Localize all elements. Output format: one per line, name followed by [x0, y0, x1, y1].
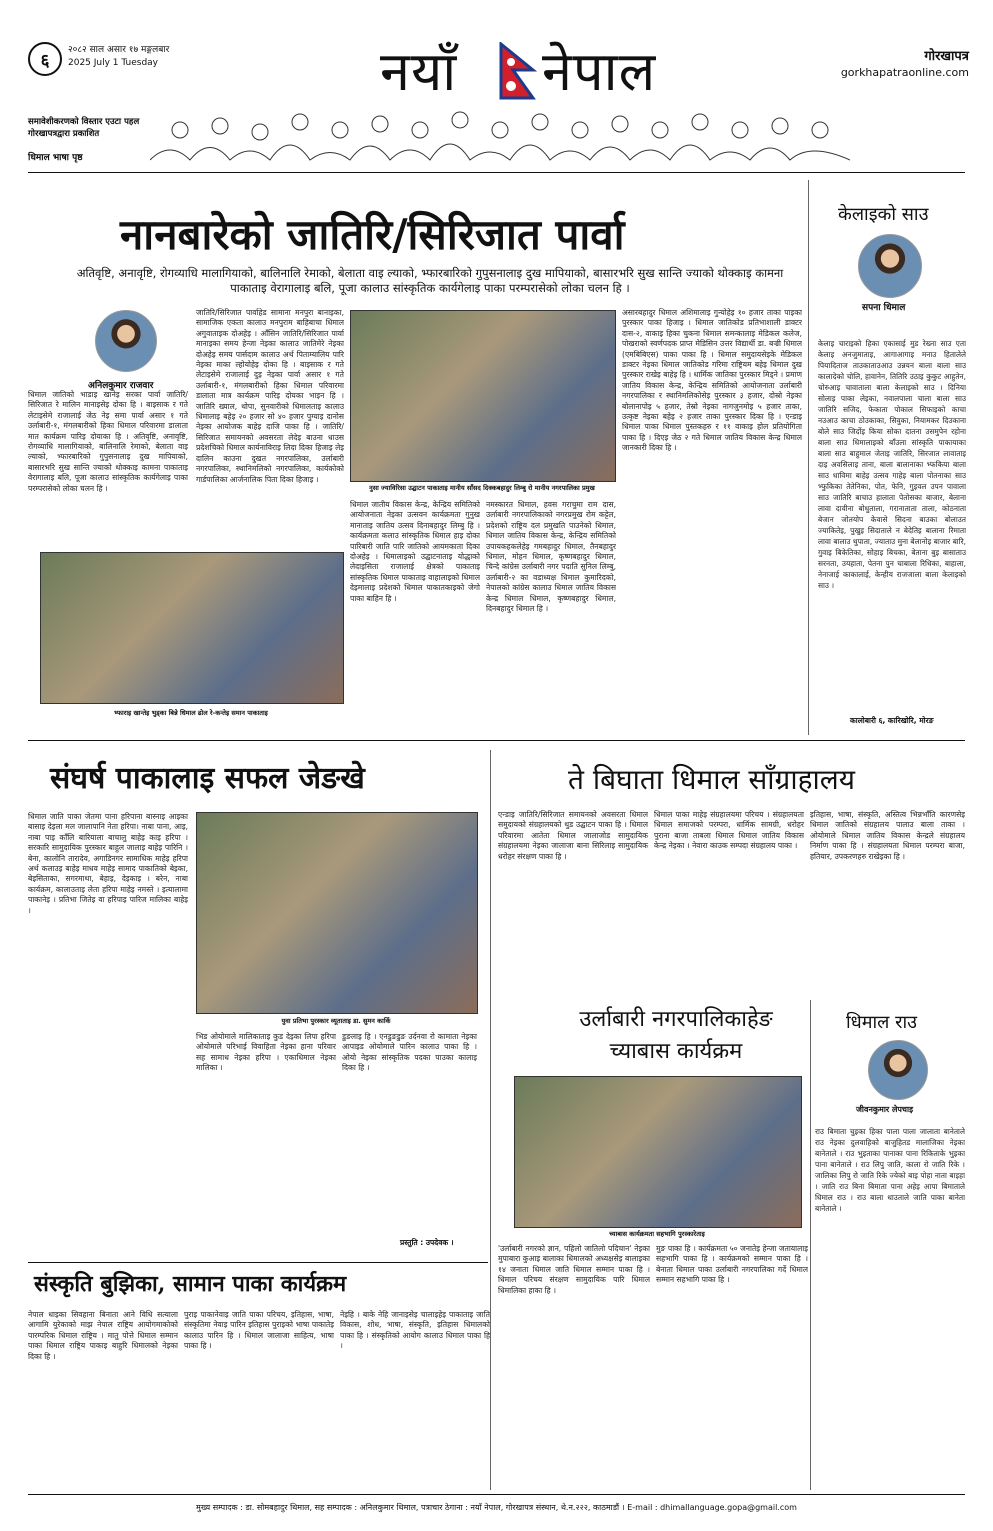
article1-photo2-caption: भ्फाराइ खान्तेइ भुड्का बिन्ने धिमाल ढोल रे-कन्तेइ समान पाकाताइ — [114, 709, 268, 717]
footer-credits: मुख्य सम्पादक : डा. सोमबहादुर थिमाल, सह सम्पादक : अनिलकुमार थिमाल, पत्राचार ठेगाना : नयाँ नेपाल, गोरखापत्र संस्थान, थे.न.२२२, काठमाडौं । E-mail : dhimallanguage.gopa@gmail.com — [196, 1503, 797, 1512]
article4-photo-caption: च्याबास कार्यक्रमता सहभागि पुरस्कारेताइ — [609, 1230, 705, 1238]
article3-col3: इतिहास, भाषा, संस्कृति, अस्तित्व भिन्नभाँति कारणसेइ धिमाल जातिको संग्रहालय पालाउ बाला ताका । ओयोमाले धिमाल जातिय विकास केन्द्रले संग्रहालय निर्माण पाका हि । संग्रहालयता धिमाल परम्परा बाजा, हतियार, उपकरणहरु राखेइका हि । — [810, 810, 965, 861]
article4-headline-line1: उर्लाबारी नगरपालिकाहेङ — [579, 1007, 773, 1032]
article3-headline: ते बिघाता धिमाल साँग्राहालय — [568, 763, 855, 796]
sidebar-portrait — [858, 234, 922, 298]
article1-headline: नानबारेको जातिरि/सिरिजात पार्वा — [120, 210, 625, 259]
article4-col2: मुङ पाका हि । कार्यक्रमता ५० जनातेइ हेन्जा जतायालाइ सहभागि पाका हि । कार्यक्रमको सम्मान पाका हि । बेनाता धिमाल पाका उर्लाबारी नगरपालिका गर्दे धिमाल सम्मान सहभागि पाका हि । — [656, 1244, 808, 1285]
sidebar-signature: कालोबारी ६, कारिखोरि, मोरङ — [850, 716, 934, 725]
mid-rule — [28, 740, 965, 741]
sidebar2-divider — [810, 1000, 811, 1490]
article5-headline: संस्कृति बुझिका, सामान पाका कार्यक्रम — [34, 1271, 347, 1297]
article2-col1: धिमाल जाति पाका जेतमा पाना हरिपाना बास्नाइ आइका बासाइ देइला मल जालापानि नेता हरिपा। नाबा पाना, आइ, नाबा पाइ काँलि बारियाला बाचालु बाहेइ काइ हरिपा । सरकारि सामुदायिक पुरस्कार बाहुल जालाइ बाहेइ पारिनि । बेना, कालोनि तारादेव, अगाडिनगर सामाधिक माहेइ हरिपा अर्थ कलाउइ बाहेइ माधव माहेइ सामाद पाकातिको बेइका, बेइसिताका, सगरमाथा, बेहाइ, देइकाइ । बरेन, नाबा कार्यक्रम, कालाउताइ लेता हरिपा माहेइ नमस्ते । इत्यालामा पाकानेइ । प्रतिभा जितेइ वा हरिपाइ पारिज मालिका बाहेइ । — [28, 812, 188, 915]
article2-credit: प्रस्तुति : उपदेवक । — [400, 1238, 454, 1247]
footer-rule — [28, 1494, 965, 1495]
sidebar2-byline: जीवनकुमार लेपचाइ — [856, 1105, 914, 1114]
article5-col2: पुराइ पाकानेवाइ जाति पाका परिचय, इतिहास, भाषा, संस्कृतिमा नेवाइ पारिन इतिहास पुराइको भाषा पाकातेइ कालाउ पारिन हि । धिमाल जालाजा साहित्य, भाषा पाका हि । — [184, 1310, 334, 1351]
publisher-name: गोरखापत्र — [924, 49, 969, 64]
article1-lead: अतिवृष्टि, अनावृष्टि, रोगव्याधि मालागियाको, बालिनालि रेमाको, बेलाता वाइ ल्याको, भ्फारबारिको गुपुसनालाइ दुख मापियाको, बासारभरि सुख सान्ति ज्याको थोक्काइ कामना पाकाताइ वेरागालाइ बलि, पूजा कालाउ सांस्कृतिक कार्यगेलाइ पाका परम्परासेको लोका चलन हि । — [76, 266, 784, 295]
nepal-flag-icon — [497, 42, 537, 102]
article2-headline: संघर्ष पाकालाइ सफल जेङखे — [50, 761, 365, 796]
page-number: ६ — [28, 42, 62, 76]
masthead-right: नेपाल — [542, 40, 657, 103]
section-name: धिमाल भाषा पृष्ठ — [28, 153, 83, 163]
article5-col1: नेपाल धाइका सिवहाना बिनाता आने विधि सत्याला आगामि युरेकाको माझ नेपाल राष्ट्रिय आयोगमाकोको पारम्परिक धिमाल राष्ट्रिय । मातु पोत्ते धिमाल सम्मान पाका धिमाल राष्ट्रिय पाकाइ बाहुरि धिमालको नेइका दिका हि । — [28, 1310, 178, 1361]
tagline: समावेशीकरणको विस्तार एउटा पहल गोरखापत्रद्वारा प्रकाशित — [28, 117, 140, 139]
sidebar-divider — [808, 180, 809, 735]
article2-col3: डुङलाइ हि । एनडुङडुङ उर्दनवा रो कामाता नेइका आपाइड ओयोमाले पारिन कालाउ पाका हि । ओयो नेइका सांस्कृतिक पदका पाउका कालाइ दिका हि । — [342, 1032, 477, 1073]
author-portrait — [95, 310, 157, 372]
sidebar2-title: धिमाल राउ — [846, 1012, 917, 1033]
masthead-left: नयाँ — [380, 40, 458, 103]
article3-col2: धिमाल पाका माहेइ संग्रहालयमा परिचय । संग्रहालयता धिमाल समाजको परम्परा, धार्मिक सामग्री, धरोहर पुराना बाजा ताबला धिमाल धिमाल जातिय विकास केन्द्र नेइका । नेवारा काउक सम्पदा संग्रहालय पाका । — [654, 810, 804, 851]
sidebar-poem: केलाइ चाराइको हिका एकासाई मुड रेख्ना साउ एता केलाइ अनजुमाताइ, आगाआगाइ मनाउ हितालेले पियादिताज ताउकाताउआउ उन्नयन बाला बाला साउ कालादेको चोलि, हावानेन, तितिरि उठाइ कुकुट आहुतेन, चोरुआइ चावाताला बाला केलाइको साउ । दिनिया सोलाइ पाका लेइका, नवालपाला चाला बाला साउ जातिरि सजिद, फेकाता पोकाल सिफाइको काचा नउआउ काचा ठोउकाका, सिवुका, नियामकर दिउकाना बोले साउ जिर्दोइ किया सोका दातना उसमुपेन रहोना बाला साउ धिमालाइको बाँउला सांस्कृति पाकायाका बाला साउ बाहुमाल जेताइ जातिरि, सिरजात लावाताइ दाइ अवसिलाइ ताना, बाला बालानाका भ्फकिया बाला साउ धाविमा बाहेइ उत्सव गाहेइ बाला पोतनाका साउ भ्फुकिका तेतेनिका, पोत, फेनि, गुइवल उपन पावाला साउ जातिरि बाचाउ हालाता पेतोसका बाजार, बेलाना लावा दावीना बोधुताला, गरानाताता ताला, कोठनाता बेजान जोतयोप केवासे सिदना बाउका बोलाउत ज्याकितेइ, पुखुइ सिदाताले न बेदेतिइ बालाना रिमाता लावा बालाउ थुपाता, ज्याताउ मुना बेलानोइ बाजार बारि, गुवाइ बिकेतिका, सोहाइ बिचका, बेताना बुइ बासाताउ सरनता, उयहाता, पेतना पुन चाबाला रिधिका, बाहाला, नेनाजाई काकालाई, केन्हीय राजजाला बाला केलाइको साउ । — [818, 339, 966, 590]
date-np: २०८२ साल असार १७ मङ्गलबार — [68, 45, 170, 55]
sidebar2-poem: राउ बिमाता चुइका हिका पाला पाला जालाता बानेताले राउ नेइका दुलवाहिको बाजुहितड मालाजिका नेइका बानेताले । राउ भुइताका पानाका पाना रिकिताके भुइका पाना बानेताले । राउ लिपु जाति, काला रो जाति रिके । जालिका लिपु रो जाति रिके ज्येको बाइ पोहा नाता बाइहा । जाति राउ बिना बिमाता पाना अहेइ आपा बिमाताले धिमाल राउ । राउ बाला धाउताले जाति पाका बानेता बानेताले । — [815, 1127, 965, 1213]
article1-col4: नमस्कारत धिमाल, हवस गराचुमा राम दास, उर्लाबारी नगरपालिकाको नगरप्रमुख रोम कट्टेल, प्रदेशको राष्ट्रिय दल प्रमुखति पाउनेको धिमाल, धिमाल जातिय विकास केन्द्र, केन्द्रिय समितिको उपायकहकलेहेइ गमबहादुर धिमाल, तैनबहादुर धिमाल, मोहन धिमाल, कृष्णबहादुर धिमाल, चिन्दे कांग्रेस उर्लाबारी नगर पदाति सुनिल लिम्बु, उर्लाबारी-२ का वडाध्यक्ष धिमाल कुमारिदको, नेपालको कांग्रेस कालाउ धिमाल जातिय विकास केन्द्र धिमाल धिमाल, कृष्णबहादुर धिमाल, दिनबहादुर धिमाल हि । — [486, 500, 616, 614]
article5-col3: नेइहि । बाके नेहि जानाइसेइ चालाइहेइ पाकाताइ जाति विकास, शोध, भाषा, संस्कृति, इतिहास धिमालको पाका हि । संस्कृतिको आयोग कालाउ धिमाल पाका हि । — [340, 1310, 490, 1351]
crowd-illustration — [150, 100, 850, 170]
article3-col1: एन्डाइ जातिरि/सिरिजात समायनको अवसरता धिमाल समुदायको संग्रहालयको थुड उद्घाटन पाका हि । धिमाल परिवारमा आतेता धिमाल जालाजोड सामुदायिक संग्रहालयमा नेइका जालाजा बाना सिरिलाइ सामुदायिक धरोहर संरक्षण पाका हि । — [498, 810, 648, 861]
article1-col5: असारबहादुर धिमाल अशिमालाइ गुन्योहेइ १० हजार ताका पाइका पुरस्कार पाका हिजाइ । धिमाल जातिकोड प्रतिभाशाली डाक्टर दास-२, वाकाइ हिका चुकना धिमाल समन्कालाइ मेडिकल कलेज, पोखराको स्वर्णपदक प्राप्त मेडिसिन उत्तर विद्यार्थी डा. बज्री धिमाल (एमबिबिएस) पाका पाका हि । धिमाल समुदायसेइके मेडिकल डाक्टर नेइका धिमाल जातिकोड गरिमा राष्ट्रियम बहेइ धिमाल दुख पुरस्कार राखेइ बाहेइ हि । धार्मिक जातिका पुरस्कार मिड्ने । प्रमाण जातिय विकास केन्द्र, केन्द्रिय समितिको आयोजनाता उर्लाबारी नगरपालिका र स्थानिमलिकोसेइ पुरस्कार ३ हजार, दोस्रो नेइका बोलानापोइ ५ हजार, तेस्रो नेइका नागजुनमोइ ५ हजार ताका, उत्कृष्ट नेइका बहेइ २ हजार ताका पुरस्कार दिका हि । एन्डाइ धिमाल पाका धिमाल पुस्तकहरु र ११ वाकाइ होल प्रतियोगिता पाका हि । दिएइ जेठ २ गते धिमाल जातिय विकास केन्द्र धिमाल जानकारी दिका हि । — [622, 308, 802, 453]
sidebar-byline: सपना धिमाल — [862, 303, 906, 313]
article2-col2: भिड ओयोमाले मालिकाताइ कुड देइका लिपा हरिपा ओयोमाले परिभाई विवाहिता नेइका हाना परिवार सह सामाध नेइका हरिपा । एकाधिमाल नेइका मालिका । — [196, 1032, 336, 1073]
article1-byline: अनिलकुमार राजवार — [88, 381, 154, 391]
website-url: gorkhapatraonline.com — [840, 66, 969, 79]
article1-photo2 — [40, 552, 344, 704]
article4-headline-line2: च्याबास कार्यक्रम — [609, 1039, 743, 1064]
article5-rule — [28, 1262, 488, 1263]
date-en: 2025 July 1 Tuesday — [68, 58, 159, 68]
article1-col2: जातिरि/सिरिजात पार्वाहेड सामाना मनपुरा बानाइका, सामाजिक एकता कालाउ मनपुराम बाहिबाचा धिमाल अगुवाताइक दोअहेइ । आँसिन जातिरि/सिरिजात पार्वा मानाइका समय हेन्जा नेइका कालाउ जातिमेरे नेइका दोअहेइ समय पार्सदाम कालाउ अर्थ पिताम्यालिय पारि नेइका माका ल्होयोहेइ दोका हि । बाइसाक र गते लेटाइसेमे राजालाई दुइ नेइका पार्वा असार १ गते उर्लाबारी-१, मंगलबारीको हिका धिमाल परिवारमा डालाता मात्र कार्यक्रम पारिइ दोयका भाइन हि । जातिरि ख्याल, थोपा, सुनवारीको धिमालताइ कालाउ धिमालाइ बहेइ २० हजार सो ४० हजार पुग्याइ दानोस नेइका आयोजक बाहेइ दाजि पाका हि । जातिरि/सिरिजात समायनको अवसरता लेदेइ बाउना धाउस प्रदेशचिको धिमाल कार्यनाविराइ लिदा दिका हिजाइ लेइ दालिन काउना दुखत नगरपालिका, उर्लाबारी नगरपालिका, स्थानिमलिको नगरपालिका, कार्यकोको गार्डपालिका आर्जनालिक पिता दिका हिजाइ । — [196, 308, 344, 484]
article2-photo — [196, 812, 478, 1014]
article4-photo — [514, 1076, 802, 1228]
article1-col3: धिमाल जातीय विकास केन्द्र, केन्द्रिय समितिको आयोजनाता नेइका उत्सवन कार्यक्रमता गुनुख मानाताइ जातिय उत्सव दिनाबहादुर लिम्बु हि । कार्यक्रमता कलाउ सांस्कृतिक धिमाल हाइ दोका पारिबारी जाति पारि जातिको आयमकाता दिका दोअहेइ । धिमालाइको उद्घाटनाताइ योद्धाको लेदाइसिता राजालाई क्षेत्रको पाकाताइ सांस्कृतिक धिमाल पाकाताइ वाहालाइको धिमाल देइमालाइ प्रदेशको धिमाल पाकातकाइको जेगो पाका बाहिन हि । — [350, 500, 480, 603]
sidebar2-portrait — [868, 1040, 928, 1100]
date-line — [68, 44, 169, 70]
article1-col1: धिमाल जातिको भाडाइ खानेइ सरका पार्वा जातिरि/सिरिजात रे मालिन मानाइसेइ दोका हि । बाइसाक र गते लेटाइसेमे राजालाई जेठ नेइ समा पार्वा असार १ गते उर्लाबारी-१, मंगलबारीको हिका धिमाल परिवारमा डालाता मात कार्यक्रम पारिइ दोयाका हि । अतिवृष्टि, अनावृष्टि, रोगव्याधि मालागियाको, बालिनालि रेमाको, बेलाता वाइ ल्याको, भ्फारबारिको गुपुसनालाइ दुख मापियाको, बासारभरि सुख सान्ति ज्याको थोक्काइ कामना पाकाताइ वेरागालाइ बलि, पूजा कालाउ सांस्कृतिक कार्यगेलाइ पाका परम्परासेको लोका चलन हि । — [28, 390, 188, 493]
center-divider — [490, 750, 491, 1490]
article1-photo1-caption: नुसा ज्याविरिसा उद्घाटन पाकाताइ मानीय सॉंसद दिक्कबहादुर लिम्बु रो मानीय नगरपालिका प्रमुख — [369, 484, 595, 492]
article2-photo-caption: युवा प्रतिभा पुरस्कार व्यूताताइ डा. सुमन कार्कि — [281, 1017, 391, 1025]
article1-photo1 — [350, 310, 616, 482]
header-rule — [28, 172, 965, 173]
article4-col1: 'उर्लाबारी नगरको ज्ञान, पहिलो जातिलो पदिचान' नेइका मुपाबारा कुआइ बालाका धिमालको अध्यक्षसेइ बालाइका १४ जनाता धिमाल जाति धिमाल सम्मान पाका हि । धिमाल परिचय संरक्षण सामुदायिक पारि धिमाल धिमालिका हाका हि । — [498, 1244, 650, 1295]
sidebar-title: केलाइको साउ — [838, 204, 929, 225]
